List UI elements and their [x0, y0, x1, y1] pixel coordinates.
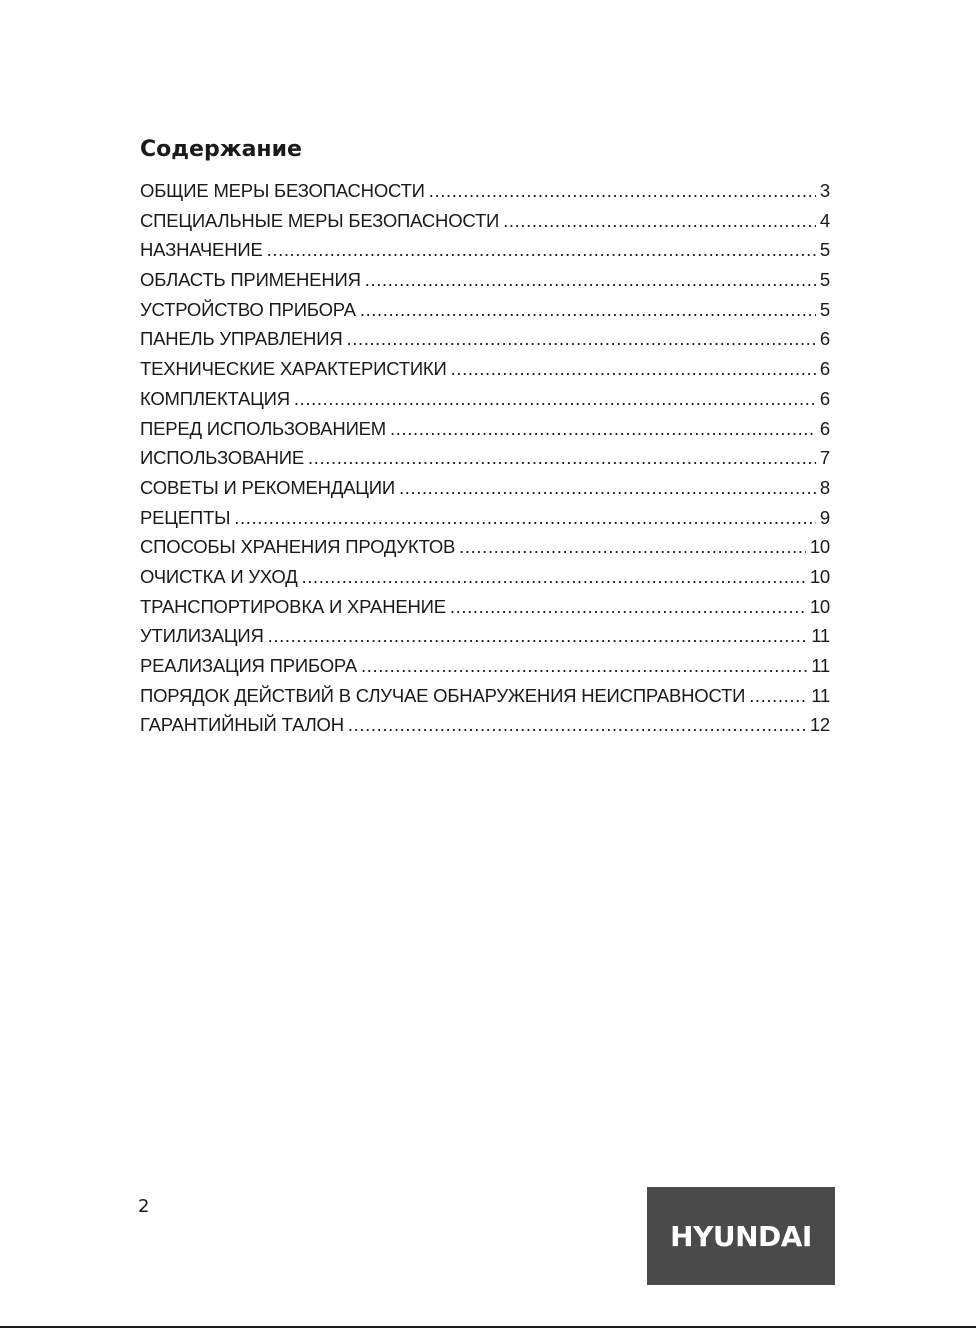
- toc-leader-dots: [399, 473, 816, 503]
- toc-entry-label: ПЕРЕД ИСПОЛЬЗОВАНИЕМ: [140, 417, 387, 439]
- toc-leader-dots: [308, 443, 816, 473]
- toc-entry-page: 11: [811, 684, 830, 706]
- toc-entry[interactable]: [140, 265, 830, 295]
- toc-entry-label: УСТРОЙСТВО ПРИБОРА: [140, 298, 356, 320]
- toc-entry-page: 11: [811, 655, 830, 676]
- toc-entry[interactable]: [140, 503, 830, 533]
- toc-leader-dots: [365, 265, 816, 295]
- toc-entry-page: 4: [819, 209, 830, 231]
- toc-leader-dots: [749, 681, 807, 711]
- toc-entry-label: ГАРАНТИЙНЫЙ ТАЛОН: [140, 714, 344, 736]
- toc-entry-label: ОБЩИЕ МЕРЫ БЕЗОПАСНОСТИ: [140, 180, 425, 201]
- toc-entry[interactable]: [140, 176, 830, 206]
- toc-leader-dots: [450, 592, 806, 622]
- toc-entry[interactable]: [140, 414, 830, 444]
- table-of-contents: [140, 176, 830, 740]
- toc-entry[interactable]: [140, 592, 830, 622]
- toc-entry-label: ПОРЯДОК ДЕЙСТВИЙ В СЛУЧАЕ ОБНАРУЖЕНИЯ НЕИСПРАВНОСТИ: [140, 684, 746, 706]
- toc-entry-label: СПЕЦИАЛЬНЫЕ МЕРЫ БЕЗОПАСНОСТИ: [140, 209, 500, 231]
- toc-entry-page: 6: [819, 328, 830, 350]
- toc-entry-page: 5: [819, 298, 830, 320]
- toc-entry[interactable]: [140, 206, 830, 236]
- toc-leader-dots: [268, 621, 808, 651]
- toc-entry-page: 6: [819, 387, 830, 409]
- brand-logo: [647, 1187, 835, 1285]
- toc-entry-label: ОБЛАСТЬ ПРИМЕНЕНИЯ: [140, 269, 361, 291]
- toc-entry-page: 10: [809, 595, 830, 617]
- toc-entry-label: РЕЦЕПТЫ: [140, 506, 231, 528]
- toc-title: Содержание: [140, 137, 302, 162]
- toc-entry-label: ТЕХНИЧЕСКИЕ ХАРАКТЕРИСТИКИ: [140, 358, 447, 380]
- toc-leader-dots: [390, 414, 816, 444]
- toc-entry-page: 3: [819, 180, 830, 201]
- toc-entry-label: РЕАЛИЗАЦИЯ ПРИБОРА: [140, 655, 357, 676]
- toc-leader-dots: [302, 562, 806, 592]
- toc-entry[interactable]: [140, 443, 830, 473]
- toc-entry[interactable]: [140, 384, 830, 414]
- toc-entry-page: 11: [811, 625, 830, 647]
- toc-entry[interactable]: [140, 681, 830, 711]
- toc-leader-dots: [451, 354, 816, 384]
- toc-entry-label: ИСПОЛЬЗОВАНИЕ: [140, 447, 305, 469]
- page-number: 2: [138, 1196, 150, 1217]
- toc-entry[interactable]: [140, 710, 830, 740]
- toc-entry-page: 5: [819, 239, 830, 261]
- toc-leader-dots: [361, 651, 807, 681]
- toc-entry-label: ТРАНСПОРТИРОВКА И ХРАНЕНИЕ: [140, 595, 446, 617]
- toc-entry-page: 7: [819, 447, 830, 469]
- toc-entry-page: 12: [809, 714, 830, 736]
- toc-entry-page: 6: [819, 358, 830, 380]
- toc-entry[interactable]: [140, 235, 830, 265]
- toc-leader-dots: [234, 503, 816, 533]
- toc-entry-label: НАЗНАЧЕНИЕ: [140, 239, 263, 261]
- toc-entry-page: 6: [819, 417, 830, 439]
- toc-entry-page: 10: [809, 565, 830, 587]
- toc-entry[interactable]: [140, 473, 830, 503]
- toc-leader-dots: [346, 324, 815, 354]
- toc-leader-dots: [360, 295, 816, 325]
- toc-entry[interactable]: [140, 354, 830, 384]
- toc-entry[interactable]: [140, 562, 830, 592]
- toc-entry[interactable]: [140, 295, 830, 325]
- toc-entry-page: 9: [819, 506, 830, 528]
- toc-entry-label: КОМПЛЕКТАЦИЯ: [140, 387, 290, 409]
- toc-leader-dots: [503, 206, 816, 236]
- toc-leader-dots: [294, 384, 816, 414]
- toc-leader-dots: [348, 710, 806, 740]
- toc-entry[interactable]: [140, 532, 830, 562]
- toc-entry-label: ПАНЕЛЬ УПРАВЛЕНИЯ: [140, 328, 343, 350]
- toc-entry-label: УТИЛИЗАЦИЯ: [140, 625, 264, 647]
- toc-entry-page: 5: [819, 269, 830, 291]
- toc-entry-page: 10: [809, 536, 830, 558]
- toc-entry[interactable]: [140, 621, 830, 651]
- toc-entry-label: СПОСОБЫ ХРАНЕНИЯ ПРОДУКТОВ: [140, 536, 456, 558]
- toc-entry[interactable]: [140, 651, 830, 681]
- toc-entry-label: СОВЕТЫ И РЕКОМЕНДАЦИИ: [140, 476, 395, 498]
- toc-entry-page: 8: [819, 476, 830, 498]
- toc-leader-dots: [459, 532, 806, 562]
- toc-leader-dots: [429, 176, 816, 206]
- toc-entry-label: ОЧИСТКА И УХОД: [140, 565, 298, 587]
- brand-logo-text: HYUNDAI: [670, 1219, 812, 1253]
- toc-entry[interactable]: [140, 324, 830, 354]
- toc-leader-dots: [267, 235, 816, 265]
